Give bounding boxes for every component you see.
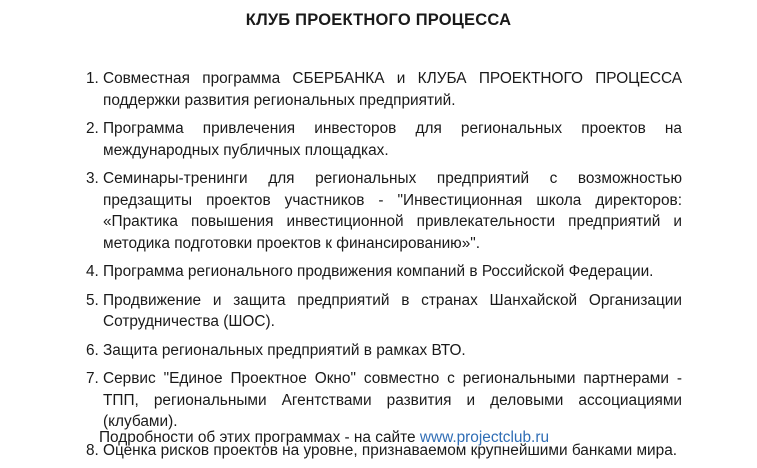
list-item	[86, 118, 682, 161]
item-text: Продвижение и защита предприятий в странах Шанхайской Организации Сотрудничества (ШОС).	[103, 291, 682, 330]
item-number: 3.	[86, 170, 99, 187]
item-number: 2.	[86, 120, 99, 137]
item-text: Программа регионального продвижения компаний в Российской Федерации.	[103, 263, 654, 280]
item-text: Сервис "Единое Проектное Окно" совместно с региональными партнерами - ТПП, региональными Агентствами развития и деловыми ассоциациями (клубами).	[103, 370, 682, 430]
list-item	[86, 261, 682, 283]
item-text: Совместная программа СБЕРБАНКА и КЛУБА ПРОЕКТНОГО ПРОЦЕССА поддержки развития региональных предприятий.	[103, 70, 682, 109]
website-link[interactable]: www.projectclub.ru	[419, 429, 550, 446]
footer-text: Подробности об этих программах - на сайте	[99, 429, 420, 446]
list-item	[86, 340, 682, 362]
item-text: Семинары-тренинги для региональных предприятий с возможностью предзащиты проектов участников - "Инвестиционная школа директоров: «Практика повышения инвестиционной привлекательности предприятий и методика подготовки проектов к финансированию»".	[103, 170, 682, 252]
program-list	[86, 68, 682, 468]
list-item	[86, 368, 682, 433]
item-number: 6.	[86, 341, 99, 359]
list-item	[86, 290, 682, 333]
item-text: Программа привлечения инвесторов для региональных проектов на международных публичных площадках.	[103, 120, 682, 159]
item-text: Оценка рисков проектов на уровне, признаваемом крупнейшими банками мира.	[103, 441, 678, 459]
list-item	[86, 68, 682, 111]
page-title: КЛУБ ПРОЕКТНОГО ПРОЦЕССА	[245, 11, 512, 29]
item-number: 1.	[86, 70, 99, 87]
item-number: 8.	[86, 441, 99, 459]
footer-note	[99, 427, 549, 448]
item-number: 7.	[86, 370, 99, 387]
item-number: 5.	[86, 291, 99, 309]
list-item	[86, 168, 682, 254]
item-number: 4.	[86, 263, 99, 280]
item-text: Защита региональных предприятий в рамках ВТО.	[103, 341, 466, 359]
